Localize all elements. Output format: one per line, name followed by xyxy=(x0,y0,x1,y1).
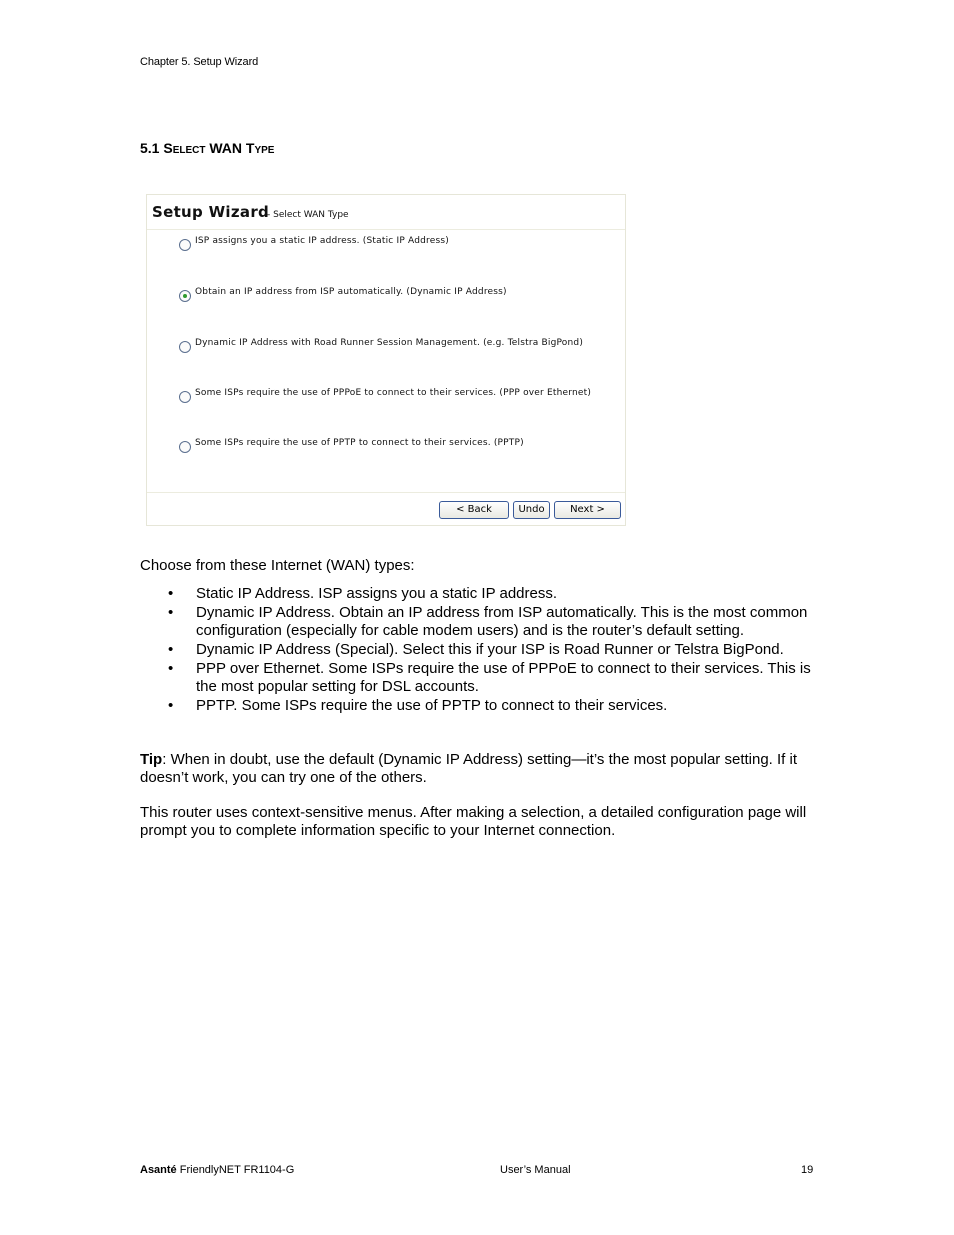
intro-text: Choose from these Internet (WAN) types: xyxy=(140,557,415,574)
footer-product xyxy=(140,1164,294,1176)
tip-text: : When in doubt, use the default (Dynamic IP Address) setting—it’s the most popular setting. If it doesn’t work, you can try one of the others. xyxy=(140,751,798,786)
list-item: • Dynamic IP Address. Obtain an IP address from ISP automatically. This is the most common configuration (especially for cable modem users) and is the router’s default setting. xyxy=(140,604,830,640)
wan-type-list xyxy=(140,585,830,716)
radio-roadrunner[interactable] xyxy=(179,341,191,353)
tip-label: Tip xyxy=(140,751,163,768)
wizard-footer-divider xyxy=(147,492,625,493)
undo-button[interactable]: Undo xyxy=(513,501,550,519)
wan-option-label: Some ISPs require the use of PPPoE to connect to their services. (PPP over Ethernet) xyxy=(195,388,592,398)
list-item: • PPP over Ethernet. Some ISPs require the use of PPPoE to connect to their services. This is the most popular setting for DSL accounts. xyxy=(140,660,830,696)
wizard-subtitle: - Select WAN Type xyxy=(267,210,349,220)
section-title-text: Select WAN Type xyxy=(163,140,275,156)
tip-paragraph xyxy=(140,751,820,787)
page-number: 19 xyxy=(801,1164,814,1176)
wizard-header xyxy=(147,195,625,230)
setup-wizard-screenshot xyxy=(146,194,626,526)
wan-option-label: Some ISPs require the use of PPTP to connect to their services. (PPTP) xyxy=(195,438,524,448)
wan-option-label: Obtain an IP address from ISP automatically. (Dynamic IP Address) xyxy=(195,287,507,297)
radio-pppoe[interactable] xyxy=(179,391,191,403)
next-button[interactable]: Next > xyxy=(554,501,621,519)
list-item: • Dynamic IP Address (Special). Select this if your ISP is Road Runner or Telstra BigPond. xyxy=(140,641,830,659)
footer-model: FriendlyNET FR1104-G xyxy=(176,1164,295,1176)
list-item: • Static IP Address. ISP assigns you a static IP address. xyxy=(140,585,830,603)
wan-option-label: Dynamic IP Address with Road Runner Session Management. (e.g. Telstra BigPond) xyxy=(195,338,584,348)
context-paragraph: This router uses context-sensitive menus. After making a selection, a detailed configuration page will prompt you to complete information specific to your Internet connection. xyxy=(140,804,807,839)
footer-brand: Asanté xyxy=(140,1164,177,1176)
radio-pptp[interactable] xyxy=(179,441,191,453)
section-number: 5.1 xyxy=(140,140,160,156)
wan-option-label: ISP assigns you a static IP address. (Static IP Address) xyxy=(195,236,449,246)
list-item: • PPTP. Some ISPs require the use of PPTP to connect to their services. xyxy=(140,697,830,715)
radio-dynamic[interactable] xyxy=(179,290,191,302)
radio-static[interactable] xyxy=(179,239,191,251)
wizard-title: Setup Wizard xyxy=(152,203,270,221)
section-title xyxy=(140,140,274,156)
back-button[interactable]: < Back xyxy=(439,501,509,519)
footer-manual: User’s Manual xyxy=(500,1164,571,1176)
chapter-header: Chapter 5. Setup Wizard xyxy=(140,56,259,68)
